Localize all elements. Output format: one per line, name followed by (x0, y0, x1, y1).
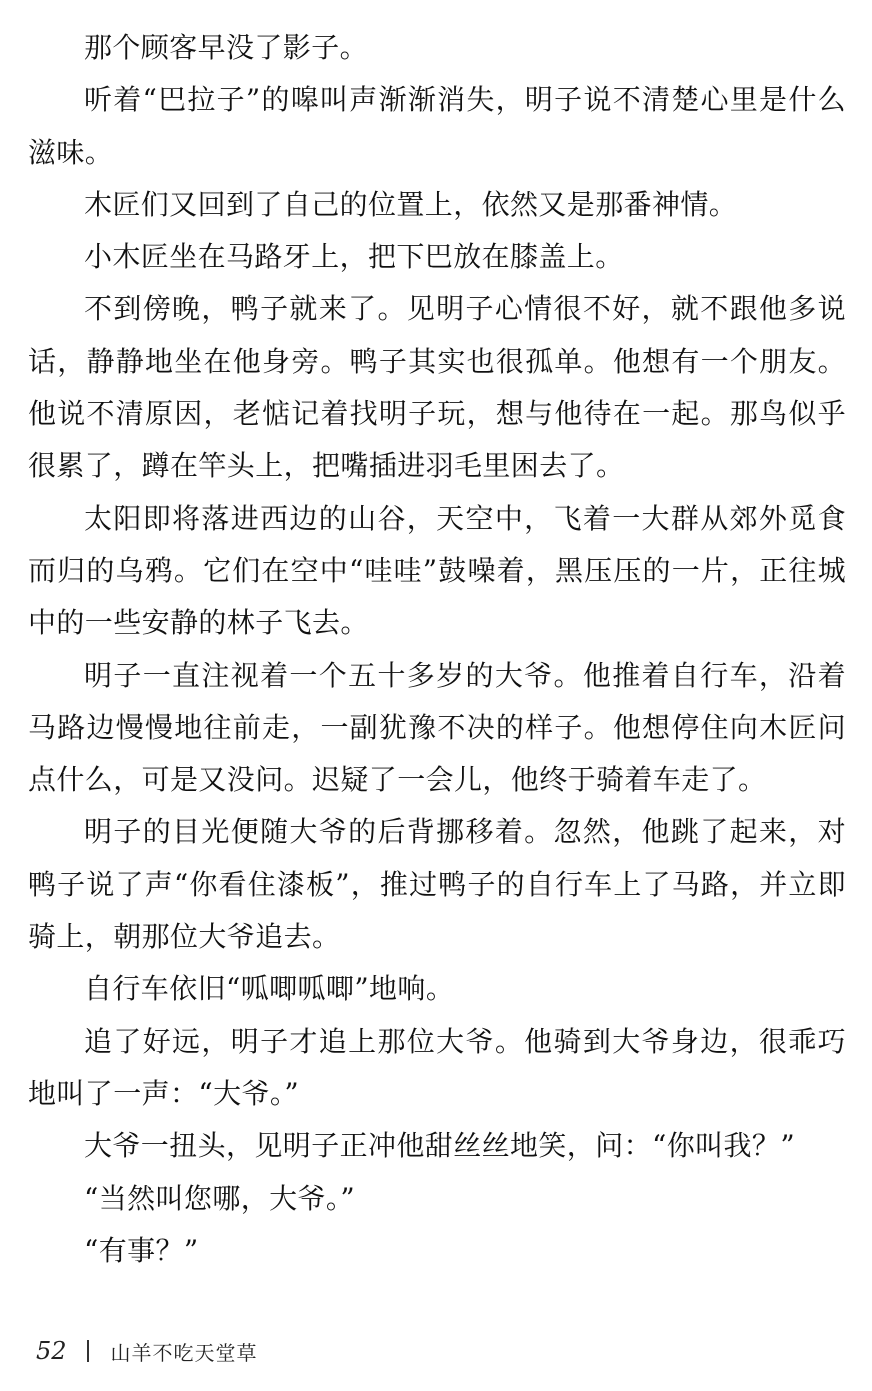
paragraph: 自行车依旧“呱唧呱唧”地响。 (84, 972, 455, 1006)
paragraph: 明子一直注视着一个五十多岁的大爷。他推着自行车，沿着马路边慢慢地往前走，一副犹豫不决的样子。他想停住向木匠问点什么，可是又没问。迟疑了一会儿，他终于骑着车走了。 (28, 658, 846, 797)
paragraph: 不到傍晚，鸭子就来了。见明子心情很不好，就不跟他多说话，静静地坐在他身旁。鸭子其实也很孤单。他想有一个朋友。他说不清原因，老惦记着找明子玩，想与他待在一起。那鸟似乎很累了，蹲在竿头上，把嘴插进羽毛里困去了。 (28, 292, 846, 483)
page-number: 52 (36, 1337, 67, 1365)
paragraph: “当然叫您哪，大爷。” (84, 1181, 356, 1215)
paragraph: 大爷一扭头，见明子正冲他甜丝丝地笑，问：“你叫我？” (84, 1129, 796, 1163)
paragraph: 小木匠坐在马路牙上，把下巴放在膝盖上。 (84, 240, 624, 274)
book-title: 山羊不吃天堂草 (110, 1340, 258, 1365)
paragraph: “有事？” (84, 1233, 199, 1267)
paragraph: 太阳即将落进西边的山谷，天空中，飞着一大群从郊外觅食而归的乌鸦。它们在空中“哇哇”鼓噪着，黑压压的一片，正往城中的一些安静的林子飞去。 (28, 501, 846, 640)
paragraph: 那个顾客早没了影子。 (84, 31, 369, 64)
page-footer (36, 1331, 258, 1371)
paragraph: 听着“巴拉子”的嗥叫声渐渐消失，明子说不清楚心里是什么滋味。 (28, 83, 846, 169)
paragraph: 明子的目光便随大爷的后背挪移着。忽然，他跳了起来，对鸭子说了声“你看住漆板”，推过鸭子的自行车上了马路，并立即骑上，朝那位大爷追去。 (28, 815, 846, 954)
paragraph: 木匠们又回到了自己的位置上，依然又是那番神情。 (84, 187, 738, 221)
page-body (28, 22, 846, 1277)
paragraph: 追了好远，明子才追上那位大爷。他骑到大爷身边，很乖巧地叫了一声：“大爷。” (28, 1024, 846, 1110)
footer-divider (87, 1340, 89, 1362)
